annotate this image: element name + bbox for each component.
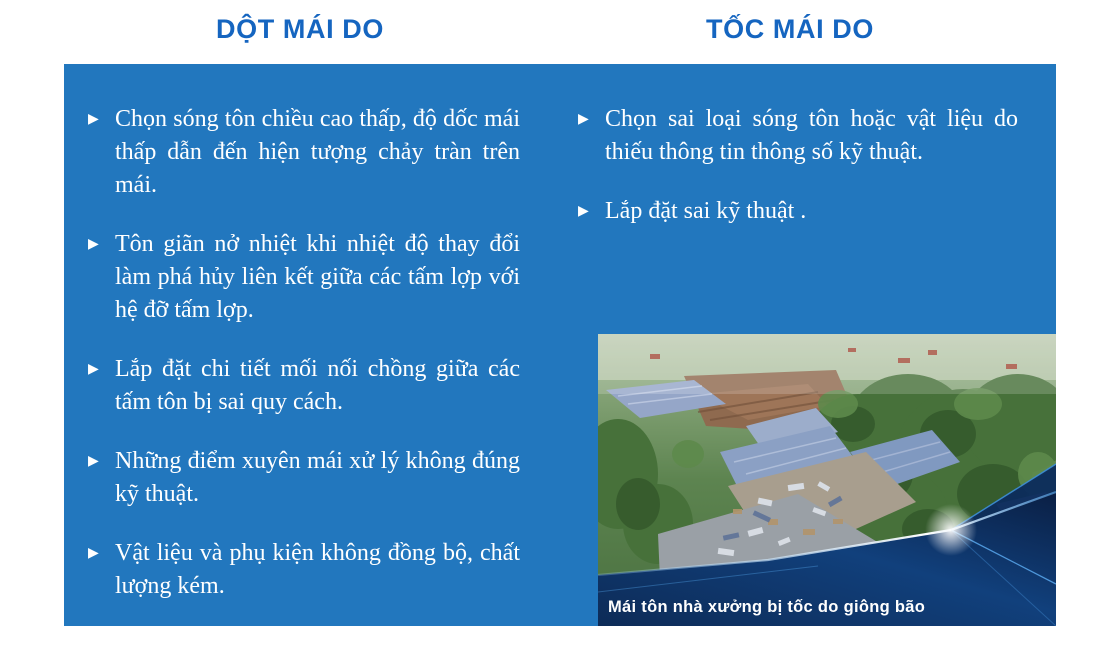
list-item — [88, 537, 520, 603]
right-column — [578, 103, 1018, 254]
list-item-text: Chọn sóng tôn chiều cao thấp, độ dốc mái thấp dẫn đến hiện tượng chảy tràn trên mái. — [115, 106, 520, 198]
bullet-triangle-icon: ▶ — [88, 453, 99, 469]
list-item-text: Lắp đặt chi tiết mối nối chồng giữa các tấm tôn bị sai quy cách. — [115, 356, 520, 415]
list-item — [88, 445, 520, 511]
list-item — [578, 195, 1018, 228]
bullet-triangle-icon: ▶ — [88, 236, 99, 252]
storm-damage-photo — [598, 334, 1056, 626]
right-column-title: TỐC MÁI DO — [706, 14, 874, 44]
bullet-triangle-icon: ▶ — [578, 111, 589, 127]
photo-caption: Mái tôn nhà xưởng bị tốc do giông bão — [608, 598, 926, 616]
bullet-triangle-icon: ▶ — [578, 203, 589, 219]
list-item-text: Chọn sai loại sóng tôn hoặc vật liệu do thiếu thông tin thông số kỹ thuật. — [605, 106, 1018, 165]
bullet-triangle-icon: ▶ — [88, 545, 99, 561]
bullet-triangle-icon: ▶ — [88, 111, 99, 127]
list-item-text: Tôn giãn nở nhiệt khi nhiệt độ thay đổi làm phá hủy liên kết giữa các tấm lợp với hệ đỡ tấm lợp. — [115, 231, 520, 323]
content-panel — [64, 64, 1056, 626]
list-item-text: Lắp đặt sai kỹ thuật . — [605, 198, 807, 224]
list-item — [88, 228, 520, 327]
list-item-text: Những điểm xuyên mái xử lý không đúng kỹ thuật. — [115, 448, 520, 507]
list-item — [88, 103, 520, 202]
list-item — [88, 353, 520, 419]
list-item — [578, 103, 1018, 169]
caption-band-overlay — [598, 334, 1056, 626]
left-column-title: DỘT MÁI DO — [216, 14, 384, 44]
bullet-triangle-icon: ▶ — [88, 361, 99, 377]
left-column — [88, 103, 520, 629]
list-item-text: Vật liệu và phụ kiện không đồng bộ, chất lượng kém. — [115, 540, 520, 599]
